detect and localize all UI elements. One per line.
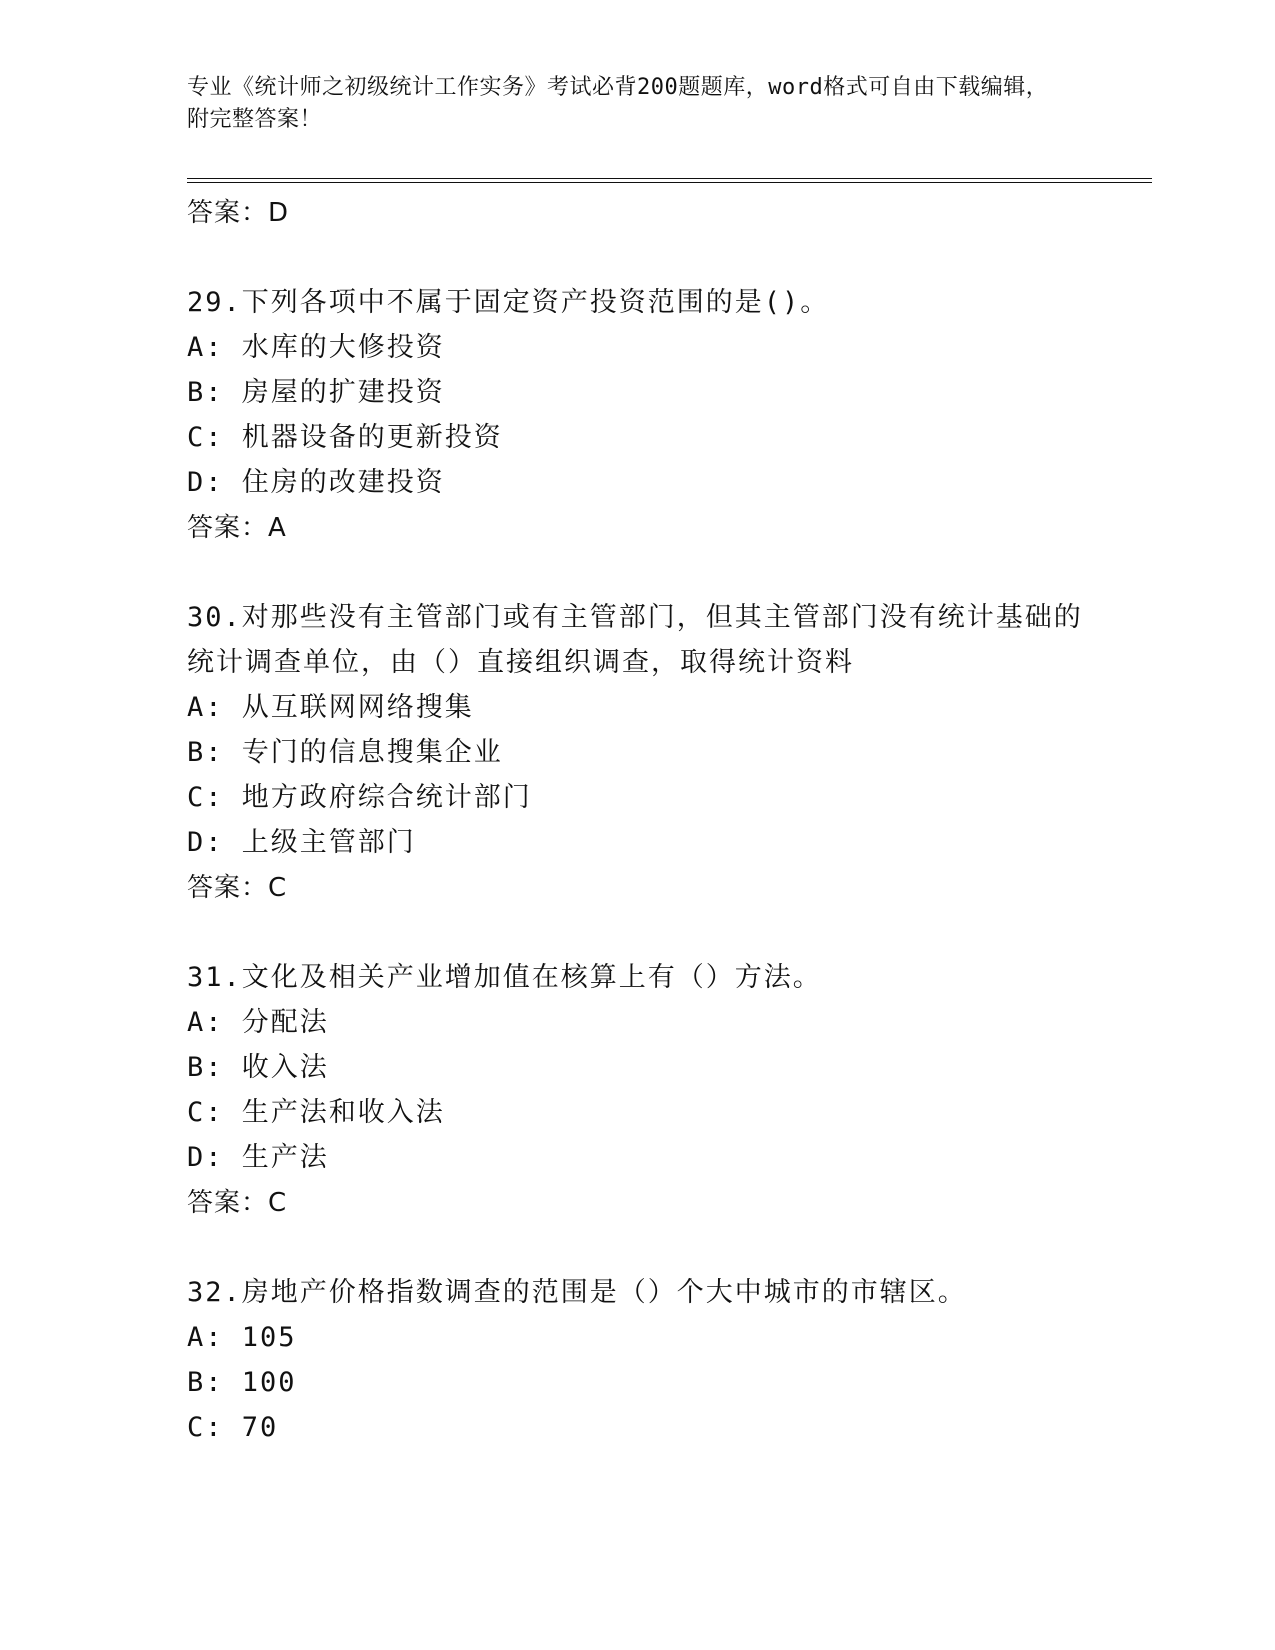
question-stem: 31.文化及相关产业增加值在核算上有（）方法。 <box>187 962 822 993</box>
question-list <box>187 190 1087 1450</box>
option-c: C: 机器设备的更新投资 <box>187 422 503 453</box>
option-c: C: 70 <box>187 1412 279 1443</box>
option-a: A: 水库的大修投资 <box>187 332 445 363</box>
question-stem: 32.房地产价格指数调查的范围是（）个大中城市的市辖区。 <box>187 1277 967 1308</box>
option-a: A: 从互联网网络搜集 <box>187 692 474 723</box>
document-header: 专业《统计师之初级统计工作实务》考试必背200题题库，word格式可自由下载编辑，附完整答案！ <box>187 75 1049 132</box>
answer-line: 答案：C <box>187 873 288 903</box>
answer-line: 答案：A <box>187 513 287 543</box>
option-d: D: 住房的改建投资 <box>187 467 445 498</box>
option-d: D: 生产法 <box>187 1142 329 1173</box>
option-c: C: 地方政府综合统计部门 <box>187 782 532 813</box>
option-b: B: 房屋的扩建投资 <box>187 377 445 408</box>
answer-line: 答案：D <box>187 198 290 228</box>
header-divider-top <box>187 178 1152 179</box>
option-a: A: 分配法 <box>187 1007 329 1038</box>
option-b: B: 100 <box>187 1367 297 1398</box>
header-divider-bottom <box>187 182 1152 183</box>
question-stem: 30.对那些没有主管部门或有主管部门，但其主管部门没有统计基础的统计调查单位，由（）直接组织调查，取得统计资料 <box>187 602 1083 678</box>
option-d: D: 上级主管部门 <box>187 827 416 858</box>
answer-line: 答案：C <box>187 1188 288 1218</box>
option-b: B: 收入法 <box>187 1052 329 1083</box>
option-b: B: 专门的信息搜集企业 <box>187 737 503 768</box>
option-c: C: 生产法和收入法 <box>187 1097 445 1128</box>
option-a: A: 105 <box>187 1322 297 1353</box>
question-stem: 29.下列各项中不属于固定资产投资范围的是()。 <box>187 287 830 318</box>
